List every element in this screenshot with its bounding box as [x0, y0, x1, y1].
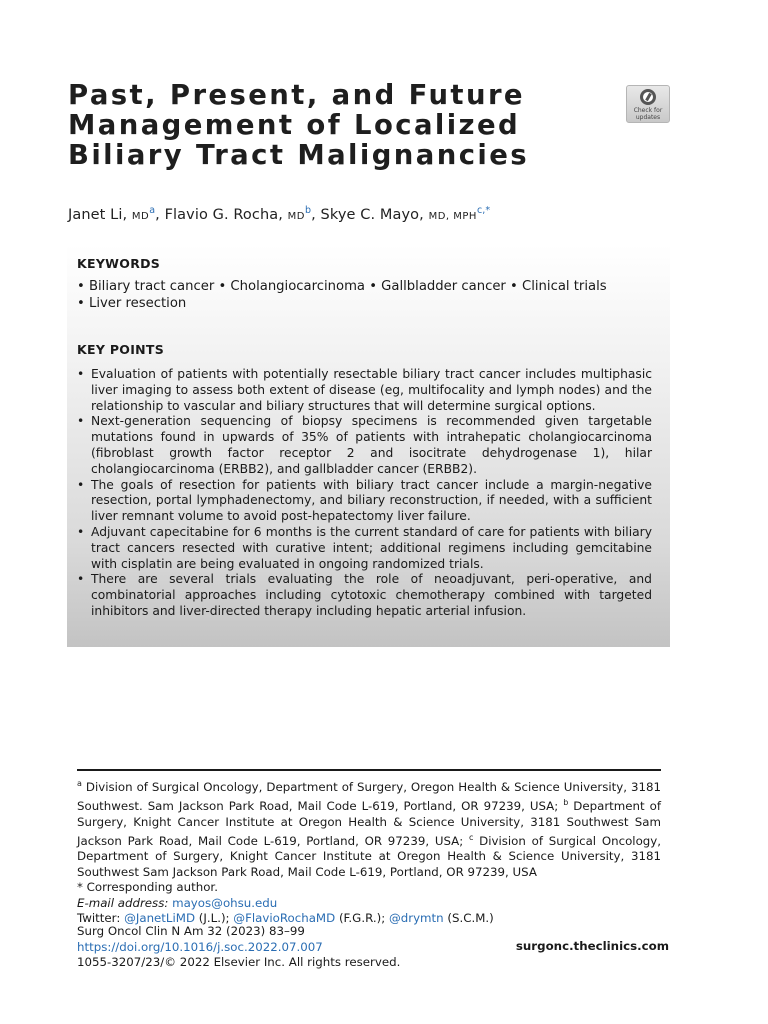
affiliation-b: Department of Surgery, Knight Cancer Institute at Oregon Health & Science University, 3181 Southwest Sam Jackson Park Road, Mail Code L-619, Portland, OR 97239, USA;: [77, 799, 662, 848]
badge-text: Check for: [633, 107, 663, 114]
email-label: E-mail address:: [77, 895, 169, 910]
email-link[interactable]: mayos@ohsu.edu: [172, 895, 278, 910]
author-degree: MD: [287, 210, 305, 222]
twitter-link[interactable]: @drymtn: [388, 911, 444, 926]
author-degree: MD, MPH: [428, 210, 477, 222]
twitter-initials: (S.C.M.): [447, 911, 494, 926]
affiliation-a: Division of Surgical Oncology, Department of Surgery, Oregon Health & Science University, 3181 Southwest. Sam Jackson Park Road, Mail Code L-619, Portland, OR 97239, USA;: [77, 779, 661, 814]
check-for-updates-badge[interactable]: [626, 85, 670, 123]
affiliation-c: Division of Surgical Oncology, Department of Surgery, Knight Cancer Institute at Oregon Health & Science University, 3181 Southwest Sam Jackson Park Road, Mail Code L-619, Portland, OR 97239, USA: [77, 833, 662, 879]
badge-text: updates: [635, 113, 661, 121]
citation: Surg Oncol Clin N Am 32 (2023) 83–99: [77, 924, 305, 938]
key-point-item: • Evaluation of patients with potentially resectable biliary tract cancer includes multiphasic liver imaging to assess both extent of disease (eg, multifocality and lymph nodes) and the relationship to vascular and biliary structures that will determine surgical options.: [77, 367, 652, 414]
corresponding-author: * Corresponding author.: [77, 880, 218, 895]
twitter-initials: (F.G.R.);: [338, 911, 386, 926]
keywords-list: [77, 278, 657, 312]
author-affiliation-link[interactable]: a: [149, 205, 156, 216]
affiliations: [77, 776, 661, 880]
author-name: Skye C. Mayo,: [320, 206, 424, 223]
author-list: Janet Li, $MD^a$, Flavio G. Rocha, $MD^b$, Skye C. Mayo, MD, $MPH^{c,*}$: [68, 205, 491, 223]
email-line: [77, 896, 661, 911]
author-name: Janet Li,: [68, 206, 128, 223]
author-degree: MD: [131, 210, 150, 222]
key-point-item: • The goals of resection for patients with biliary tract cancer include a margin-negative resection, portal lymphadenectomy, and biliary reconstruction, if needed, with a sufficient liver remnant volume to avoid post-hepatectomy liver failure.: [77, 478, 652, 525]
article-title: [68, 80, 608, 170]
key-point-item: • There are several trials evaluating the role of neoadjuvant, peri-operative, and combinatorial approaches including cytotoxic chemotherapy combined with targeted inhibitors and liver-directed therapy including hepatic arterial infusion.: [77, 572, 652, 619]
keywords-line: • Biliary tract cancer • Cholangiocarcinoma • Gallbladder cancer • Clinical trials: [77, 279, 607, 294]
key-points-heading: KEY POINTS: [77, 342, 165, 357]
footnotes: [77, 776, 661, 926]
twitter-link[interactable]: @FlavioRochaMD: [233, 911, 336, 926]
bibliographic-info: [77, 924, 477, 971]
key-point-item: • Next-generation sequencing of biopsy specimens is recommended given targetable mutations found in upwards of 35% of patients with intrahepatic cholangiocarcinoma (fibroblast growth factor receptor 2 and isocitrate dehydrogenase 1), hilar cholangiocarcinoma (ERBB2), and gallbladder cancer (ERBB2).: [77, 414, 652, 477]
author-name: Flavio G. Rocha,: [164, 206, 283, 223]
keywords-line: • Liver resection: [77, 296, 187, 311]
affiliation-marker: c: [468, 833, 474, 843]
copyright: 1055-3207/23/© 2022 Elsevier Inc. All rights reserved.: [77, 955, 401, 970]
title-line: Past, Present, and Future: [68, 79, 525, 111]
key-point-item: • Adjuvant capecitabine for 6 months is the current standard of care for patients with biliary tract cancers resected with curative intent; additional regimens including gemcitabine with cisplatin are being evaluated in ongoing randomized trials.: [77, 525, 652, 572]
twitter-link[interactable]: @JanetLiMD: [124, 911, 196, 926]
footnote-divider: [77, 769, 661, 771]
key-points-list: [77, 367, 652, 620]
affiliation-marker: a: [77, 779, 82, 788]
title-line: Management of Localized: [68, 109, 521, 141]
title-line: Biliary Tract Malignancies: [68, 139, 530, 171]
affiliation-marker: b: [563, 798, 569, 808]
twitter-label: Twitter:: [77, 911, 121, 926]
keywords-heading: KEYWORDS: [77, 256, 161, 271]
journal-site: surgonc.theclinics.com: [515, 939, 669, 953]
author-affiliation-link[interactable]: b: [304, 205, 312, 216]
doi-link[interactable]: https://doi.org/10.1016/j.soc.2022.07.007: [77, 939, 323, 954]
twitter-initials: (J.L.);: [198, 911, 230, 926]
check-for-updates-icon: [640, 89, 656, 105]
author-affiliation-link[interactable]: c,*: [476, 205, 491, 216]
